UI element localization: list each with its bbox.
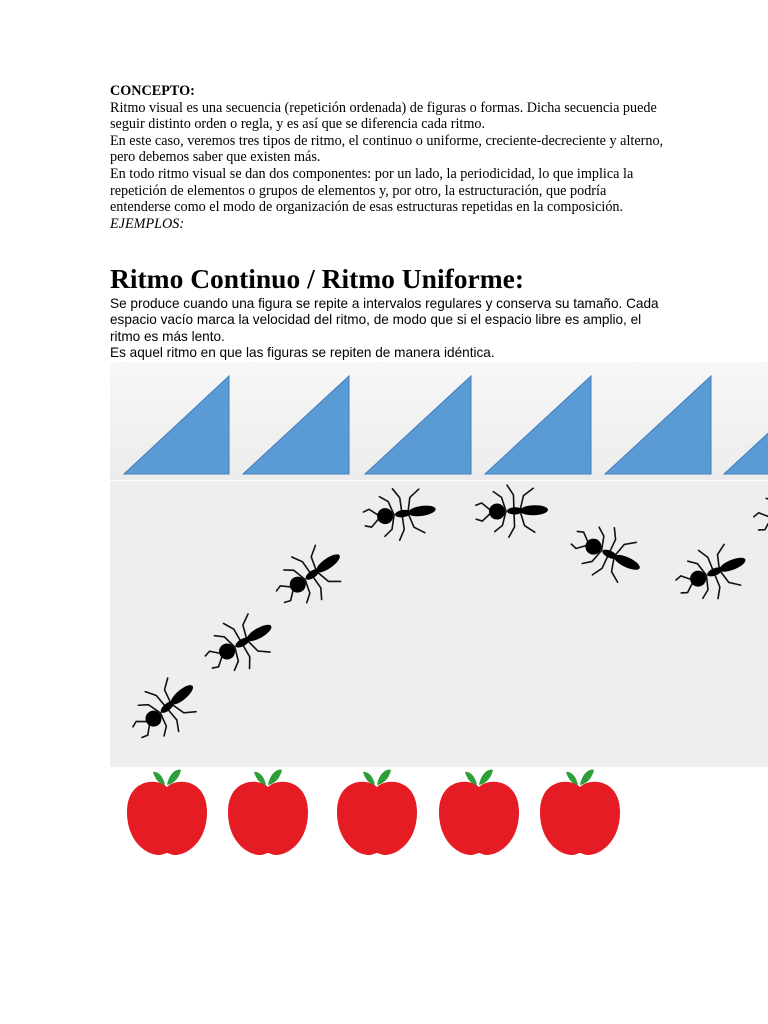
apple-1	[127, 770, 207, 855]
triangles-svg	[110, 362, 768, 480]
ant-2	[196, 603, 284, 684]
ants-svg	[110, 481, 768, 767]
apples-svg	[110, 767, 768, 879]
triangle-4	[485, 376, 591, 474]
concept-paragraph-1: Ritmo visual es una secuencia (repetición ordenada) de figuras o formas. Dicha secuencia puede seguir distinto orden o regla, y es así que se diferencia cada ritmo.	[110, 99, 657, 133]
apple-3	[337, 770, 417, 855]
apple-4	[439, 770, 519, 855]
section-description	[110, 296, 670, 362]
triangles-image	[110, 362, 768, 480]
ant-4	[361, 483, 440, 545]
triangle-1	[124, 376, 229, 474]
description-paragraph-1: Se produce cuando una figura se repite a intervalos regulares y conserva su tamaño. Cada espacio vacío marca la velocidad del ritmo, de modo que si el espacio libre es amplio, el ritmo es más lento.	[110, 296, 659, 344]
triangle-6	[724, 376, 768, 474]
ant-5	[475, 484, 549, 538]
triangle-2	[243, 376, 349, 474]
apples-image	[110, 767, 768, 879]
apple-5	[540, 770, 620, 855]
ants-image	[110, 481, 768, 767]
description-paragraph-2: Es aquel ritmo en que las figuras se repiten de manera idéntica.	[110, 345, 495, 361]
triangle-5	[605, 376, 711, 474]
ant-8	[747, 481, 768, 548]
examples-label: EJEMPLOS:	[110, 215, 185, 232]
ant-3	[266, 534, 355, 618]
concept-paragraph-3: En todo ritmo visual se dan dos componentes: por un lado, la periodicidad, lo que implica la repetición de elementos o grupos de elementos y, por otro, la estructuración, que podría entenderse como el modo de organización de esas estructuras repetidas en la composición.	[110, 165, 634, 216]
ant-1	[121, 666, 210, 752]
concept-paragraph-2: En este caso, veremos tres tipos de ritmo, el continuo o uniforme, creciente-decreciente y alterno, pero debemos saber que existen más.	[110, 132, 664, 166]
ant-7	[669, 535, 755, 610]
faded-background-text	[145, 400, 149, 422]
triangle-3	[365, 376, 471, 474]
apple-2	[228, 770, 308, 855]
ant-6	[563, 514, 650, 592]
section-heading: Ritmo Continuo / Ritmo Uniforme:	[110, 263, 524, 294]
concept-title: CONCEPTO:	[110, 83, 195, 99]
concept-section	[110, 83, 670, 232]
